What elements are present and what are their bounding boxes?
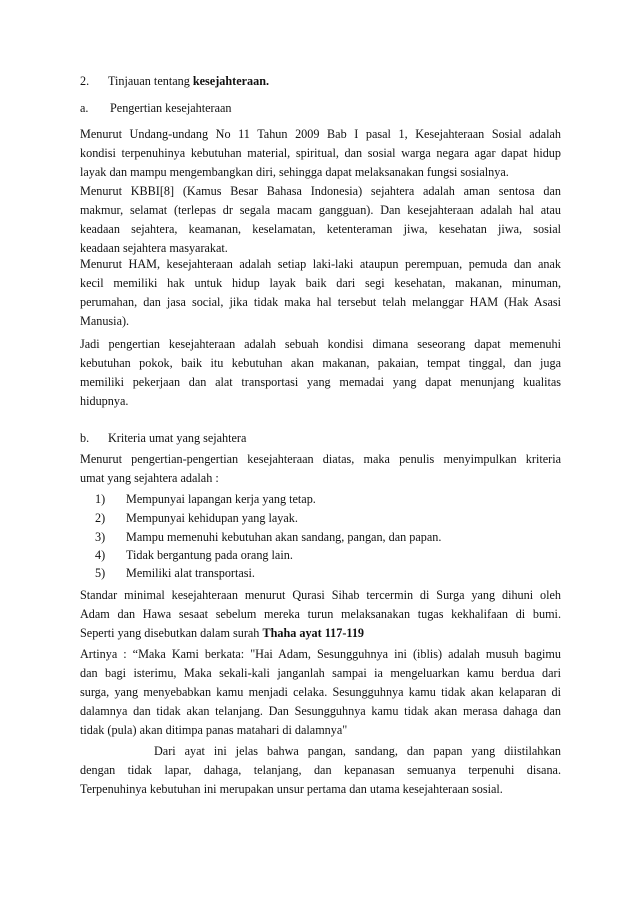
surah-reference-text: Seperti yang disebutkan dalam surah bbox=[80, 626, 260, 640]
paragraph-line: dengan tidak lapar, dahaga, telanjang, dan kepanasan semuanya terpenuhi disana. bbox=[80, 763, 561, 777]
paragraph-line: keadaan sejahtera, keamanan, keselamatan, ketenteraman jiwa, kesehatan jiwa, sosial bbox=[80, 222, 561, 236]
paragraph-line: dalamnya dan tidak akan telanjang. Dan Sesungguhnya kamu tidak akan merasa dahaga dan bbox=[80, 704, 561, 718]
section-title-bold: kesejahteraan. bbox=[192, 74, 270, 88]
subsection-number: a. bbox=[80, 101, 89, 115]
subsection-title: Pengertian kesejahteraan bbox=[110, 101, 232, 115]
section-title bbox=[108, 72, 269, 91]
paragraph-line: Menurut pengertian-pengertian kesejahteraan diatas, maka penulis menyimpulkan kriteria bbox=[80, 452, 561, 466]
paragraph-line: Artinya : “Maka Kami berkata: "Hai Adam, Sesungguhnya ini (iblis) adalah musuh bagimu bbox=[80, 647, 561, 661]
surah-reference: Thaha ayat 117-119 bbox=[262, 626, 365, 640]
subsection-number: b. bbox=[80, 431, 90, 445]
paragraph-line: Adam dan Hawa sesaat sebelum mereka turun melaksanakan tugas kekhalifaan di bumi. bbox=[80, 607, 561, 621]
subsection-b-heading bbox=[0, 429, 638, 448]
list-item-number: 2) bbox=[95, 511, 106, 525]
paragraph-line: dan bagi isterimu, Maka sekali-kali janganlah sampai ia mengeluarkan kamu berdua dari bbox=[80, 666, 561, 680]
paragraph-line: kecil memiliki hak untuk hidup layak baik dari segi kesehatan, makanan, minuman, bbox=[80, 276, 561, 290]
list-item-text: Mempunyai kehidupan yang layak. bbox=[126, 511, 298, 525]
section-2-heading bbox=[0, 72, 638, 91]
paragraph-line: surga, yang menyebabkan kamu menjadi celaka. Sesungguhnya kamu tidak akan kelaparan di bbox=[80, 685, 561, 699]
section-title-label: Tinjauan tentang bbox=[108, 74, 190, 88]
paragraph-line: hidupnya. bbox=[80, 394, 129, 408]
paragraph-line: Jadi pengertian kesejahteraan adalah sebuah kondisi dimana seseorang dapat memenuhi bbox=[80, 337, 561, 351]
paragraph-line: Menurut KBBI[8] (Kamus Besar Bahasa Indonesia) sejahtera adalah aman sentosa dan bbox=[80, 184, 561, 198]
paragraph-line: Menurut Undang-undang No 11 Tahun 2009 Bab I pasal 1, Kesejahteraan Sosial adalah bbox=[80, 127, 561, 141]
paragraph-line: kondisi terpenuhinya kebutuhan material, spiritual, dan sosial warga negara agar dapat hidup bbox=[80, 146, 561, 160]
paragraph-line: Dari ayat ini jelas bahwa pangan, sandang, dan papan yang diistilahkan bbox=[154, 744, 561, 758]
list-item bbox=[0, 528, 638, 547]
list-item-text: Mempunyai lapangan kerja yang tetap. bbox=[126, 492, 316, 506]
paragraph-line: kebutuhan pokok, baik itu kebutuhan akan makanan, pakaian, tempat tinggal, dan juga bbox=[80, 356, 561, 370]
list-item bbox=[0, 564, 638, 583]
list-item-number: 5) bbox=[95, 566, 106, 580]
paragraph-line: memiliki pekerjaan dan alat transportasi yang memadai yang dapat menunjang kualitas bbox=[80, 375, 561, 389]
paragraph-line: keadaan sejahtera masyarakat. bbox=[80, 241, 228, 255]
list-item-number: 3) bbox=[95, 530, 106, 544]
subsection-a-heading bbox=[0, 99, 638, 118]
list-item-number: 4) bbox=[95, 548, 106, 562]
list-item bbox=[0, 509, 638, 528]
list-item-text: Tidak bergantung pada orang lain. bbox=[126, 548, 293, 562]
paragraph-line: umat yang sejahtera adalah : bbox=[80, 471, 219, 485]
list-item bbox=[0, 490, 638, 509]
paragraph-line bbox=[80, 624, 561, 643]
paragraph-line: Terpenuhinya kebutuhan ini merupakan unsur pertama dan utama kesejahteraan sosial. bbox=[80, 782, 503, 796]
subsection-title: Kriteria umat yang sejahtera bbox=[108, 431, 247, 445]
section-number: 2. bbox=[80, 74, 90, 88]
paragraph-line: Menurut HAM, kesejahteraan adalah setiap laki-laki ataupun perempuan, pemuda dan anak bbox=[80, 257, 561, 271]
paragraph-line: layak dan mampu mengembangkan diri, sehingga dapat melaksanakan fungsi sosialnya. bbox=[80, 165, 509, 179]
paragraph-line: Standar minimal kesejahteraan menurut Qurasi Sihab tercermin di Surga yang dihuni oleh bbox=[80, 588, 561, 602]
list-item bbox=[0, 546, 638, 565]
list-item-text: Memiliki alat transportasi. bbox=[126, 566, 255, 580]
paragraph-line: tidak (pula) akan ditimpa panas matahari di dalamnya" bbox=[80, 723, 348, 737]
paragraph-line: perumahan, dan jasa social, jika tidak maka hal tersebut telah melanggar HAM (Hak Asasi bbox=[80, 295, 561, 309]
list-item-number: 1) bbox=[95, 492, 106, 506]
paragraph-line: makmur, selamat (terlepas dr segala macam gangguan). Dan kesejahteraan adalah hal atau bbox=[80, 203, 561, 217]
paragraph-line: Manusia). bbox=[80, 314, 130, 328]
list-item-text: Mampu memenuhi kebutuhan akan sandang, pangan, dan papan. bbox=[126, 530, 442, 544]
